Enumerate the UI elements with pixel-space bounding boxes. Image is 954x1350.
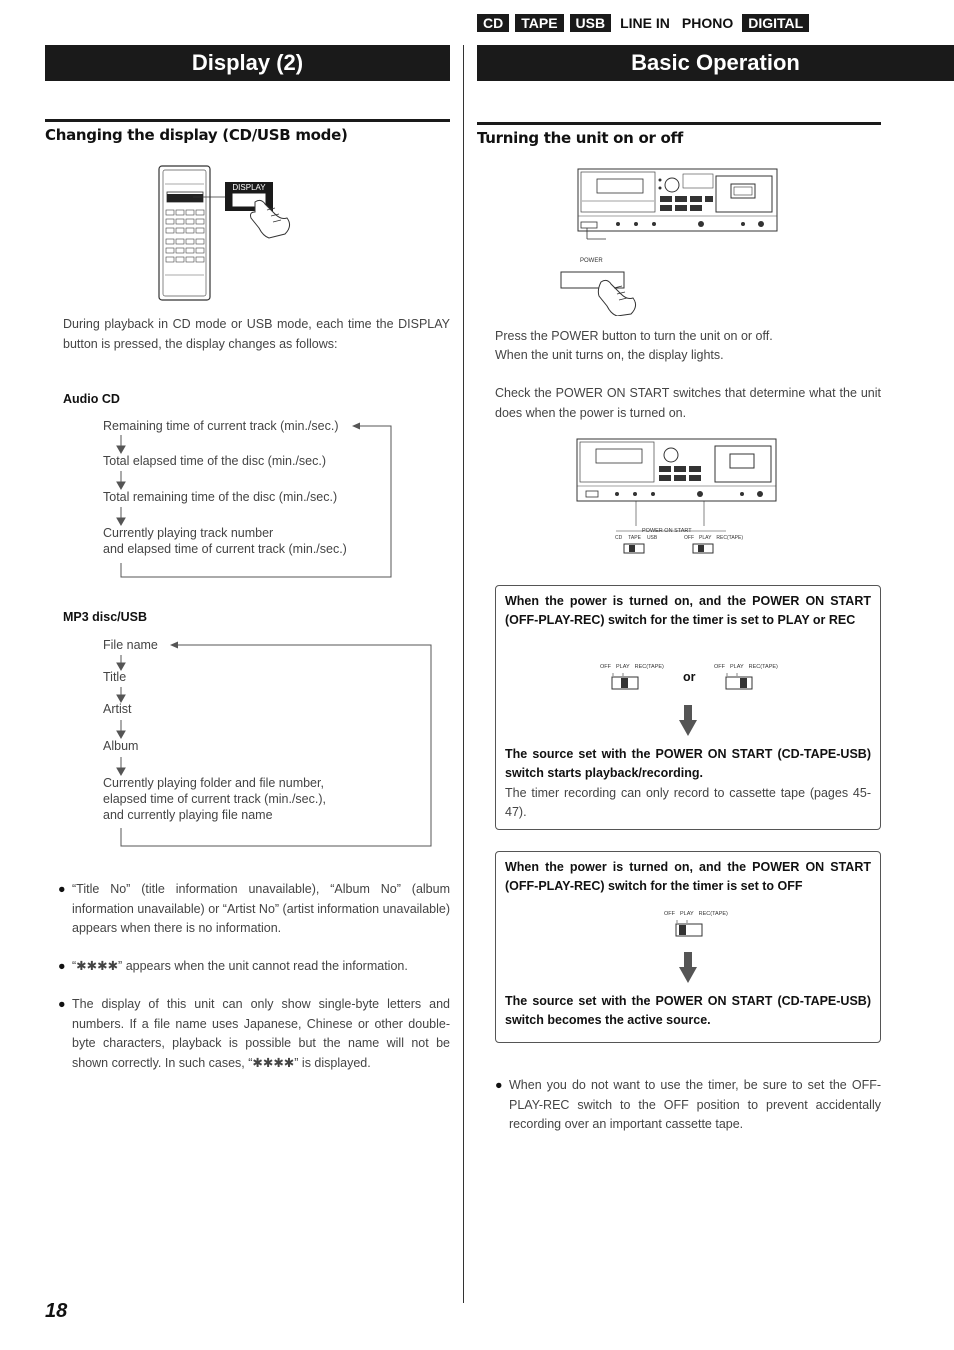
tag-digital: DIGITAL — [742, 14, 809, 32]
box1-switch-b-labels: OFF PLAY REC(TAPE) — [714, 664, 778, 670]
source-tags — [477, 14, 809, 32]
display-intro: During playback in CD mode or USB mode, each time the DISPLAY button is pressed, the display changes as follows: — [63, 317, 450, 351]
tag-phono: PHONO — [681, 15, 734, 31]
power-instruction-line1: Press the POWER button to turn the unit on or off. — [495, 329, 773, 343]
source-switch-labels: CD TAPE USB — [615, 535, 658, 541]
power-on-start-label: POWER ON START — [642, 528, 692, 534]
audio-cd-item: Remaining time of current track (min./sec.) — [103, 419, 339, 433]
mp3-item: Album — [103, 739, 139, 753]
box1-heading: When the power is turned on, and the POWER ON START (OFF-PLAY-REC) switch for the timer is set to PLAY or REC — [505, 594, 871, 627]
column-divider — [463, 45, 464, 1303]
switch-off-position — [664, 919, 714, 939]
audio-cd-item: and elapsed time of current track (min./sec.) — [103, 542, 347, 556]
bullet-single-byte: ● The display of this unit can only show single-byte letters and numbers. If a file name uses Japanese, Chinese or other double-byte characters, playback is possible but the name will not be shown correctly. In such cases, “✱✱✱✱” is displayed. — [58, 997, 450, 1070]
power-instruction-line2: When the unit turns on, the display lights. — [495, 348, 724, 362]
box2-heading: When the power is turned on, and the POWER ON START (OFF-PLAY-REC) switch for the timer is set to OFF — [505, 860, 871, 893]
tag-cd: CD — [477, 14, 509, 32]
box1-switch-a-labels: OFF PLAY REC(TAPE) — [600, 664, 664, 670]
tag-line-in: LINE IN — [620, 15, 670, 31]
bullet-cannot-read: ● “✱✱✱✱” appears when the unit cannot read the information. — [58, 959, 408, 973]
unit-switch-illustration — [576, 438, 781, 560]
box2-switch-labels: OFF PLAY REC(TAPE) — [664, 911, 728, 917]
down-arrow-icon — [678, 705, 698, 737]
display-button-label: DISPLAY — [232, 183, 266, 192]
audio-cd-item: Total elapsed time of the disc (min./sec.) — [103, 454, 327, 468]
mp3-flow-lines — [100, 630, 440, 852]
switch-rec-position — [714, 672, 764, 692]
tag-tape: TAPE — [515, 14, 563, 32]
mp3-item: elapsed time of current track (min./sec.), — [103, 792, 326, 806]
timer-switch-labels: OFF PLAY REC(TAPE) — [684, 535, 743, 541]
mp3-item: and currently playing file name — [103, 808, 273, 822]
mp3-item: Title — [103, 670, 127, 684]
box2-result: The source set with the POWER ON START (CD-TAPE-USB) switch becomes the active source. — [505, 994, 871, 1027]
left-banner: Display (2) — [45, 45, 450, 81]
switch-play-position — [600, 672, 650, 692]
power-on-start-intro: Check the POWER ON START switches that determine what the unit does when the power is turned on. — [495, 386, 881, 420]
unit-front-panel-illustration — [556, 166, 782, 316]
bullet-timer-off: ● When you do not want to use the timer, be sure to set the OFF-PLAY-REC switch to the OFF position to prevent accidentally recording over an important cassette tape. — [495, 1078, 881, 1131]
mp3-item: Artist — [103, 702, 132, 716]
box1-result: The source set with the POWER ON START (CD-TAPE-USB) switch starts playback/recording. — [505, 747, 871, 780]
bullet-no-info: ● “Title No” (title information unavailable), “Album No” (album information unavailable) or “Artist No” (artist information unavailable) appears when there is no information. — [58, 882, 450, 935]
section-title-power: Turning the unit on or off — [477, 122, 881, 147]
mp3-usb-heading: MP3 disc/USB — [63, 610, 148, 624]
mp3-item: Currently playing folder and file number, — [103, 776, 324, 790]
tag-usb: USB — [570, 14, 612, 32]
audio-cd-item: Total remaining time of the disc (min./sec.) — [103, 490, 338, 504]
or-label: or — [683, 670, 696, 684]
audio-cd-flow-lines — [100, 410, 400, 580]
power-button-label: POWER — [580, 258, 603, 264]
mp3-item: File name — [103, 638, 158, 652]
section-title-display: Changing the display (CD/USB mode) — [45, 119, 450, 144]
down-arrow-icon — [678, 952, 698, 984]
audio-cd-item: Currently playing track number — [103, 526, 274, 540]
audio-cd-heading: Audio CD — [63, 392, 120, 406]
right-banner: Basic Operation — [477, 45, 954, 81]
page-number: 18 — [45, 1300, 68, 1322]
box1-note: The timer recording can only record to cassette tape (pages 45-47). — [505, 786, 871, 819]
